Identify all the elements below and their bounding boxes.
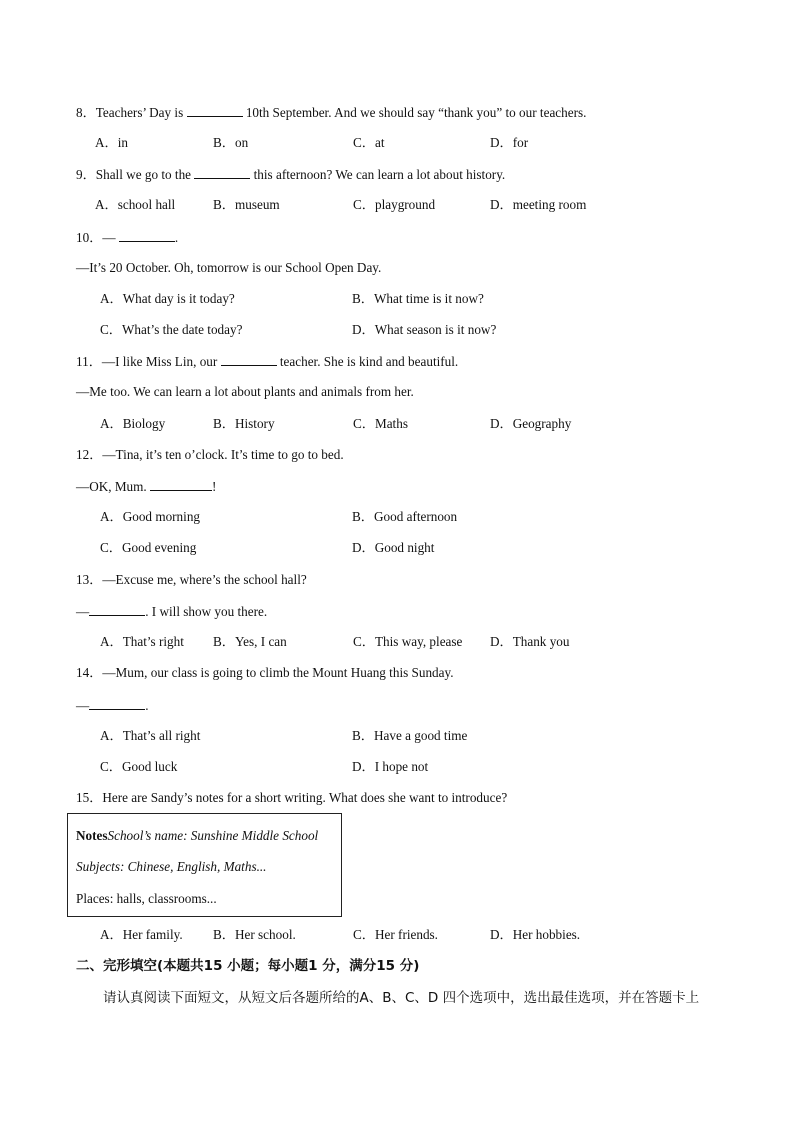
option-c: C．Maths — [353, 416, 408, 431]
answer-blank — [194, 166, 250, 179]
option-a: A．school hall — [95, 197, 176, 212]
option-c: C．Good luck — [100, 759, 178, 774]
section-instruction: 请认真阅读下面短文，从短文后各题所给的A、B、C、D 四个选项中，选出最佳选项，并在答题卡上 — [103, 990, 700, 1006]
option-d: D．What season is it now? — [352, 322, 497, 337]
section-heading: 二、完形填空(本题共15 小题；每小题1 分，满分15 分) — [76, 958, 420, 974]
answer-blank — [119, 229, 175, 242]
option-d: D．I hope not — [352, 759, 429, 774]
answer-blank — [187, 104, 243, 117]
notes-box — [67, 813, 342, 917]
option-d: D．Thank you — [490, 634, 570, 649]
option-a: A．in — [95, 135, 128, 150]
question-12-line2: —OK, Mum. ! — [76, 479, 217, 494]
option-a: A．What day is it today? — [100, 291, 235, 306]
option-a: A．That’s right — [100, 634, 184, 649]
question-11-stem: 11．—I like Miss Lin, our teacher. She is kind and beautiful. — [76, 354, 459, 369]
question-13-line2: — . I will show you there. — [76, 604, 268, 619]
option-d: D．Geography — [490, 416, 572, 431]
option-b: B．Yes, I can — [213, 634, 287, 649]
option-c: C．What’s the date today? — [100, 322, 243, 337]
notes-line-3: Places: halls, classrooms... — [76, 891, 217, 906]
question-11-line2: —Me too. We can learn a lot about plants and animals from her. — [76, 384, 414, 399]
option-b: B．What time is it now? — [352, 291, 484, 306]
option-a: A．Biology — [100, 416, 166, 431]
question-9-stem: 9．Shall we go to the this afternoon? We can learn a lot about history. — [76, 167, 506, 182]
option-d: D．meeting room — [490, 197, 587, 212]
option-c: C．Good evening — [100, 540, 197, 555]
option-a: A．Good morning — [100, 509, 201, 524]
question-14-line2: — . — [76, 698, 149, 713]
answer-blank — [221, 353, 277, 366]
question-14-stem: 14．—Mum, our class is going to climb the Mount Huang this Sunday. — [76, 665, 454, 680]
question-13-stem: 13．—Excuse me, where’s the school hall? — [76, 572, 307, 587]
option-c: C．Her friends. — [353, 927, 438, 942]
option-b: B．museum — [213, 197, 280, 212]
option-a: A．That’s all right — [100, 728, 201, 743]
answer-blank — [89, 697, 145, 710]
option-d: D．for — [490, 135, 529, 150]
question-12-stem: 12．—Tina, it’s ten o’clock. It’s time to go to bed. — [76, 447, 344, 462]
option-d: D．Good night — [352, 540, 435, 555]
option-b: B．History — [213, 416, 275, 431]
question-8-stem: 8．Teachers’ Day is 10th September. And we should say “thank you” to our teachers. — [76, 105, 587, 120]
answer-blank — [89, 603, 145, 616]
option-a: A．Her family. — [100, 927, 183, 942]
option-c: C．at — [353, 135, 385, 150]
option-b: B．Good afternoon — [352, 509, 458, 524]
option-d: D．Her hobbies. — [490, 927, 581, 942]
notes-label: Notes — [76, 828, 108, 843]
option-b: B．Have a good time — [352, 728, 468, 743]
answer-blank — [150, 478, 212, 491]
question-15-stem: 15．Here are Sandy’s notes for a short writing. What does she want to introduce? — [76, 790, 508, 805]
question-10-line2: —It’s 20 October. Oh, tomorrow is our School Open Day. — [76, 260, 382, 275]
question-10-stem: 10．— . — [76, 230, 179, 245]
notes-line-1: NotesSchool’s name: Sunshine Middle School — [76, 828, 319, 843]
option-c: C．playground — [353, 197, 436, 212]
option-b: B．on — [213, 135, 249, 150]
option-b: B．Her school. — [213, 927, 296, 942]
option-c: C．This way, please — [353, 634, 463, 649]
notes-line-2: Subjects: Chinese, English, Maths... — [76, 859, 267, 874]
